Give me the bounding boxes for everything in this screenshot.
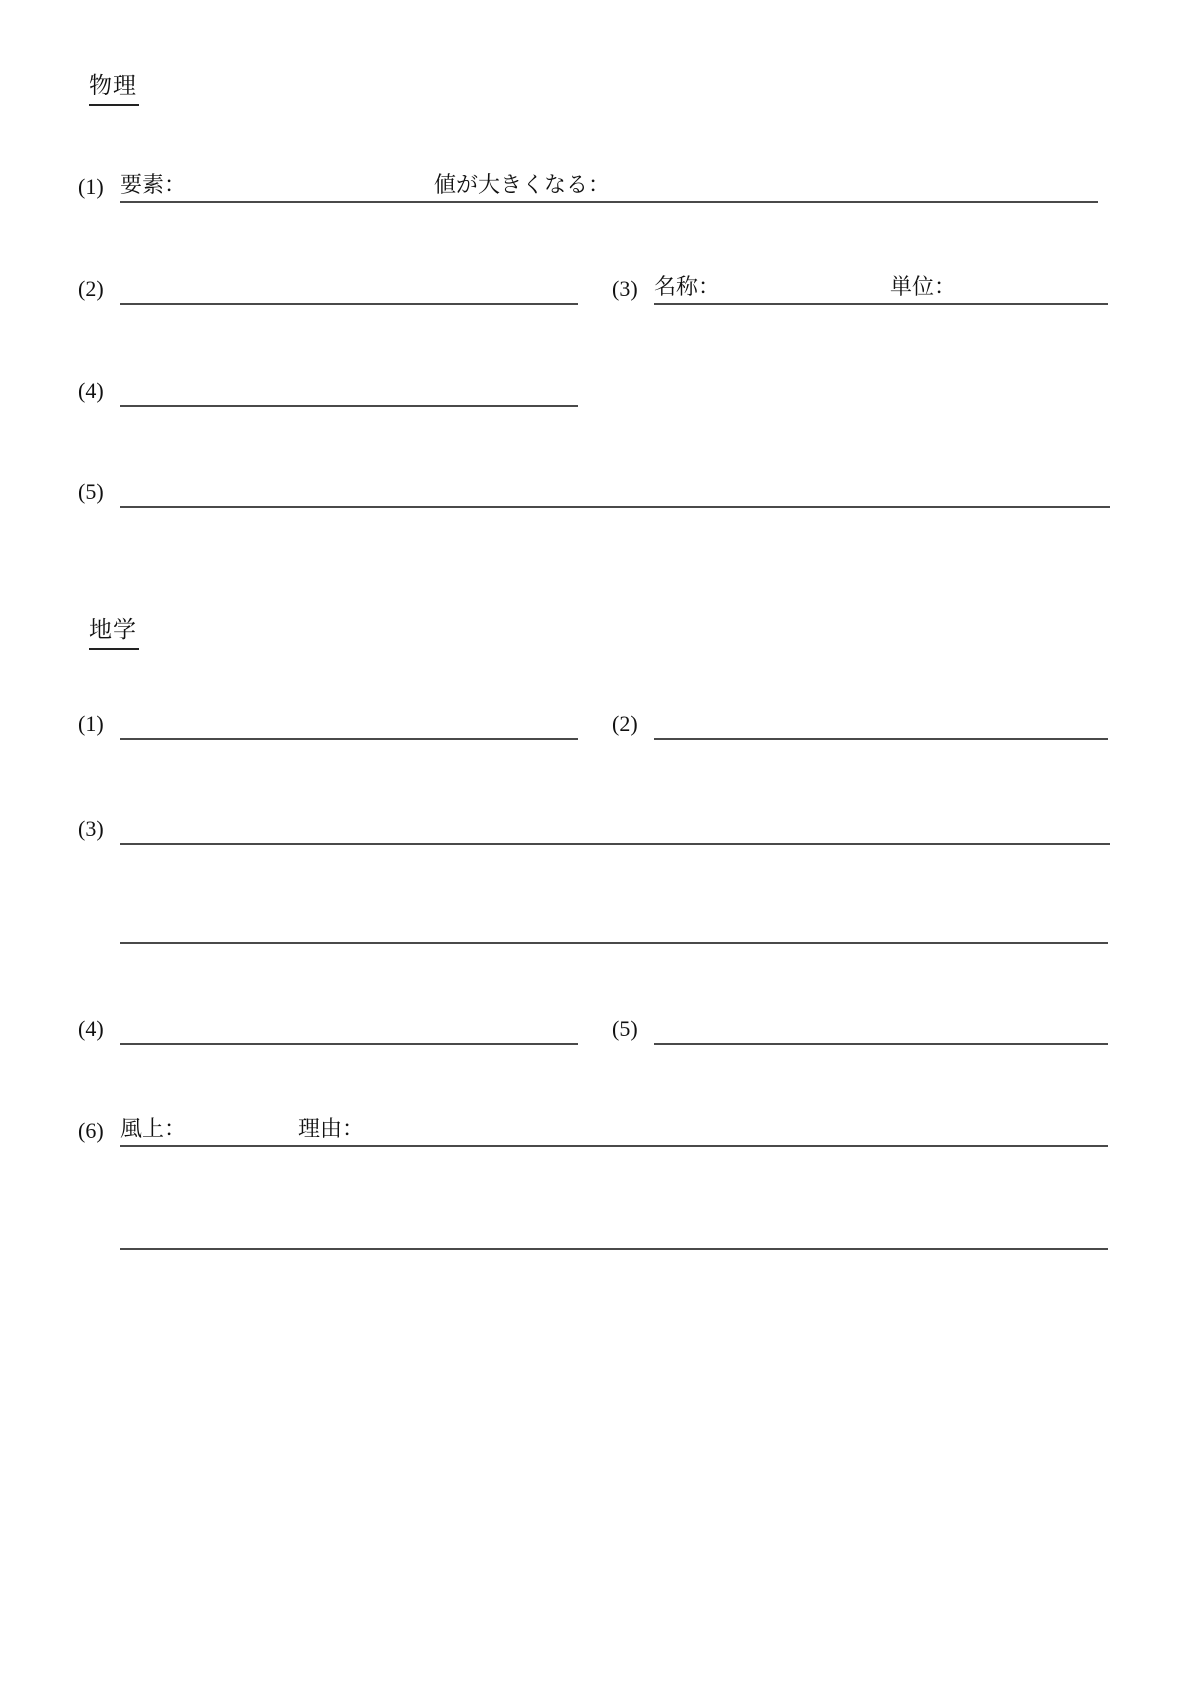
- question-number: (6): [78, 1118, 104, 1143]
- question-number: (3): [612, 276, 638, 301]
- phys-q1-row: [78, 167, 1098, 203]
- geo-q1-row: [78, 704, 578, 740]
- answer-blank: [120, 1009, 578, 1045]
- question-number: (1): [78, 711, 104, 736]
- question-number: (5): [78, 479, 104, 504]
- phys-q3-row: [612, 269, 1108, 305]
- answer-blank: [120, 371, 578, 407]
- geo-q2-row: [612, 704, 1108, 740]
- phys-q4-row: [78, 371, 578, 407]
- geo-q4-row: [78, 1009, 578, 1045]
- question-number: (3): [78, 816, 104, 841]
- geo-q6-continuation-blank: [120, 1214, 1108, 1250]
- answer-blank: [120, 809, 1110, 845]
- blank-space: [186, 200, 434, 201]
- blank-space: [120, 302, 578, 303]
- answer-blank: [654, 269, 1108, 305]
- blank-space: [956, 302, 1108, 303]
- blank-space: [120, 737, 578, 738]
- blank-space: [654, 1042, 1108, 1043]
- geo-q3-continuation-blank: [120, 908, 1108, 944]
- answer-blank: [120, 269, 578, 305]
- blank-space: [120, 404, 578, 405]
- question-number: (4): [78, 378, 104, 403]
- blank-space: [120, 505, 1110, 506]
- question-number: (5): [612, 1016, 638, 1041]
- question-number: (2): [612, 711, 638, 736]
- question-number: (4): [78, 1016, 104, 1041]
- blank-space: [610, 200, 1098, 201]
- blank-space: [364, 1144, 1108, 1145]
- field-label-value-increases: 値が大きくなる：: [434, 172, 611, 197]
- geo-q3-row: [78, 809, 1110, 845]
- question-number: (2): [78, 276, 104, 301]
- answer-blank: [120, 472, 1110, 508]
- blank-space: [120, 1042, 578, 1043]
- answer-blank: [120, 1111, 1108, 1147]
- geo-q5-row: [612, 1009, 1108, 1045]
- field-label-reason: 理由：: [298, 1116, 365, 1141]
- blank-space: [120, 842, 1110, 843]
- answer-blank: [120, 704, 578, 740]
- phys-q2-row: [78, 269, 578, 305]
- blank-space: [720, 302, 890, 303]
- phys-q5-row: [78, 472, 1110, 508]
- blank-space: [186, 1144, 298, 1145]
- section-title-geoscience: 地学: [89, 616, 139, 650]
- field-label-name: 名称：: [654, 274, 721, 299]
- field-label-element: 要素：: [120, 172, 187, 197]
- answer-blank: [654, 1009, 1108, 1045]
- question-number: (1): [78, 174, 104, 199]
- geo-q6-row: [78, 1111, 1108, 1147]
- answer-blank: [120, 167, 1098, 203]
- answer-blank: [654, 704, 1108, 740]
- field-label-windward: 風上：: [120, 1116, 187, 1141]
- section-title-physics: 物理: [89, 72, 139, 106]
- field-label-unit: 単位：: [890, 274, 957, 299]
- blank-space: [654, 737, 1108, 738]
